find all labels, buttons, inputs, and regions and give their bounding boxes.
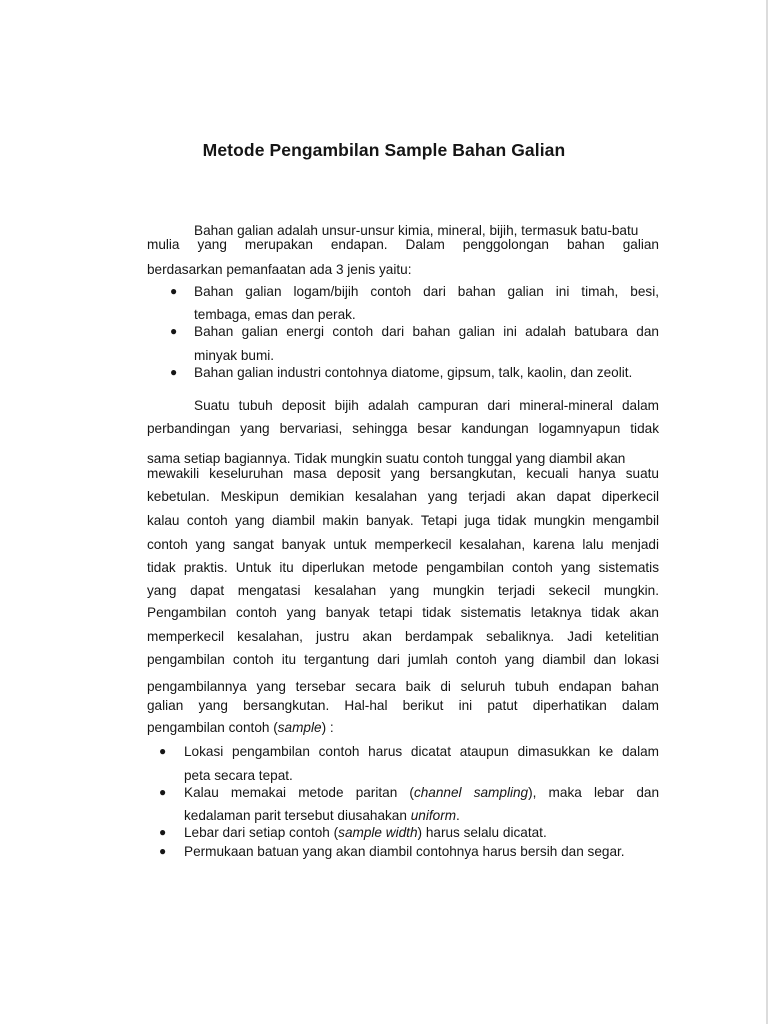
body-line-8: tidak praktis. Untuk itu diperlukan metode pengambilan contoh yang sistematis	[147, 560, 659, 575]
body-line-11: memperkecil kesalahan, justru akan berdampak sebaliknya. Jadi ketelitian	[147, 629, 659, 644]
note-2-before: Kalau memakai metode paritan (	[184, 785, 414, 800]
bullet-marker: ●	[170, 284, 178, 298]
note-2-line-2-italic: uniform	[410, 808, 457, 823]
body-line-5: kebetulan. Meskipun demikian kesalahan yang terjadi akan dapat diperkecil	[147, 489, 659, 504]
body-line-13: pengambilannya yang tersebar secara baik di seluruh tubuh endapan bahan	[147, 679, 659, 694]
note-4-line-1: Permukaan batuan yang akan diambil contohnya harus bersih dan segar.	[184, 844, 625, 859]
type-1-line-1: Bahan galian logam/bijih contoh dari bahan galian ini timah, besi,	[194, 284, 659, 299]
body-line-15-after: ) :	[321, 720, 334, 735]
bullet-marker: ●	[159, 825, 167, 839]
note-2-line-2	[184, 808, 659, 824]
intro-line-3: berdasarkan pemanfaatan ada 3 jenis yaitu:	[147, 262, 412, 277]
note-3-line-1	[184, 825, 659, 841]
body-line-6: kalau contoh yang diambil makin banyak. Tetapi juga tidak mungkin mengambil	[147, 513, 659, 528]
body-line-9: yang dapat mengatasi kesalahan yang mungkin terjadi sekecil mungkin.	[147, 583, 659, 598]
body-line-7: contoh yang sangat banyak untuk memperkecil kesalahan, karena lalu menjadi	[147, 537, 659, 552]
body-line-14: galian yang bersangkutan. Hal-hal berikut ini patut diperhatikan dalam	[147, 698, 659, 713]
body-line-15-italic: sample	[277, 720, 322, 735]
note-2-line-2-before: kedalaman parit tersebut diusahakan	[184, 808, 411, 823]
intro-line-1: Bahan galian adalah unsur-unsur kimia, mineral, bijih, termasuk batu-batu	[194, 223, 639, 238]
intro-line-2: mulia yang merupakan endapan. Dalam penggolongan bahan galian	[147, 237, 659, 252]
type-2-line-1: Bahan galian energi contoh dari bahan galian ini adalah batubara dan	[194, 324, 659, 339]
bullet-marker: ●	[170, 324, 178, 338]
bullet-marker: ●	[159, 744, 167, 758]
document-title: Metode Pengambilan Sample Bahan Galian	[202, 140, 566, 160]
body-line-1: Suatu tubuh deposit bijih adalah campuran dari mineral-mineral dalam	[194, 398, 659, 413]
bullet-marker: ●	[159, 785, 167, 799]
note-1-line-2: peta secara tepat.	[184, 768, 293, 783]
note-2-line-2-after: .	[456, 808, 460, 823]
type-1-line-2: tembaga, emas dan perak.	[194, 307, 356, 322]
bullet-marker: ●	[170, 365, 178, 379]
body-line-3: sama setiap bagiannya. Tidak mungkin suatu contoh tunggal yang diambil akan	[147, 451, 626, 466]
note-3-italic: sample width	[338, 825, 418, 840]
body-line-12: pengambilan contoh itu tergantung dari jumlah contoh yang diambil dan lokasi	[147, 652, 659, 667]
type-2-line-2: minyak bumi.	[194, 348, 275, 363]
note-1-line-1: Lokasi pengambilan contoh harus dicatat ataupun dimasukkan ke dalam	[184, 744, 659, 759]
body-line-15	[147, 720, 659, 736]
body-line-2: perbandingan yang bervariasi, sehingga besar kandungan logamnyapun tidak	[147, 421, 659, 436]
type-3-line-1: Bahan galian industri contohnya diatome, gipsum, talk, kaolin, dan zeolit.	[194, 365, 633, 380]
body-line-4: mewakili keseluruhan masa deposit yang bersangkutan, kecuali hanya suatu	[147, 466, 659, 481]
body-line-15-before: pengambilan contoh (	[147, 720, 278, 735]
bullet-marker: ●	[159, 844, 167, 858]
note-2-italic: channel sampling	[413, 785, 529, 800]
note-2-after: ), maka lebar dan	[528, 785, 659, 800]
note-3-after: ) harus selalu dicatat.	[417, 825, 547, 840]
note-2-line-1	[184, 785, 659, 801]
note-3-before: Lebar dari setiap contoh (	[184, 825, 339, 840]
body-line-10: Pengambilan contoh yang banyak tetapi tidak sistematis letaknya tidak akan	[147, 605, 659, 620]
